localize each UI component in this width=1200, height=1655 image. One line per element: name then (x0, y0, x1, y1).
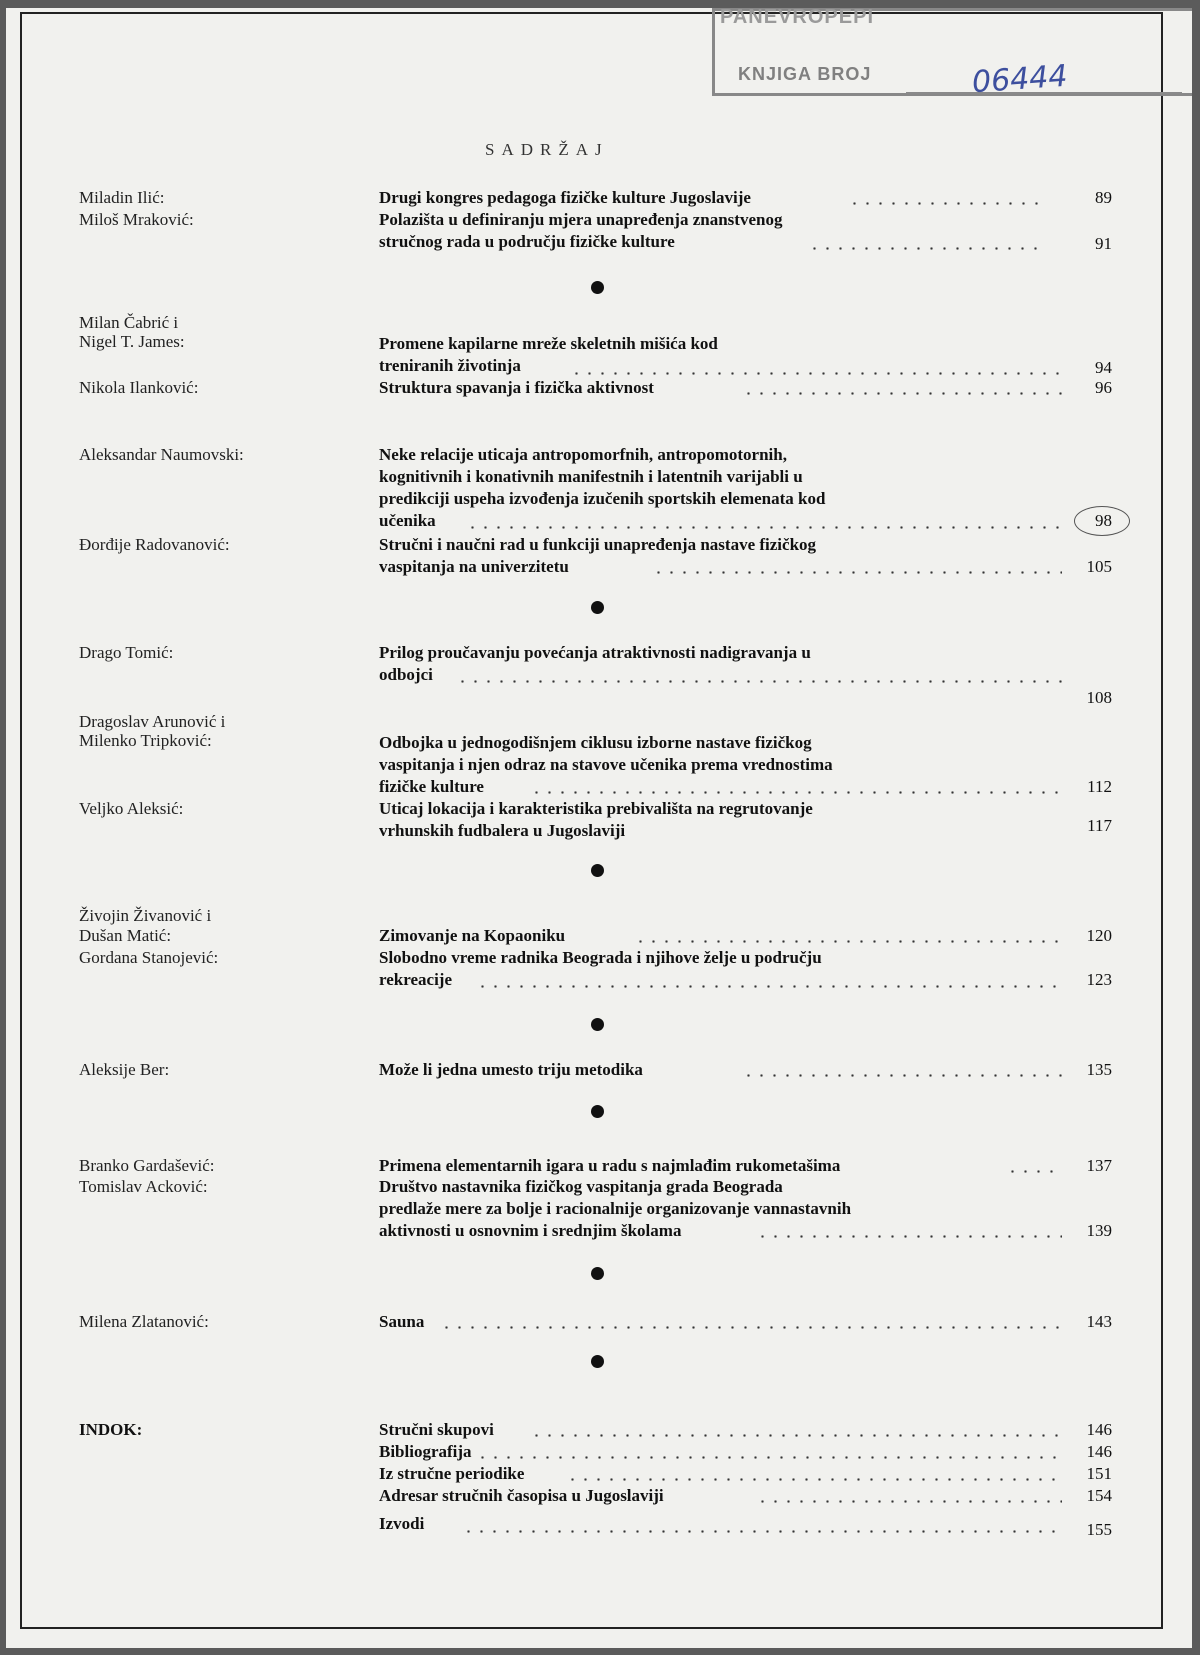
toc-leader (530, 791, 1062, 794)
toc-title-line: Stručni i naučni rad u funkciji unapređenja nastave fizičkog (379, 535, 817, 554)
toc-author: Tomislav Acković: (79, 1177, 208, 1196)
toc-leader (756, 1500, 1062, 1503)
section-separator-bullet (591, 1355, 604, 1368)
toc-leader (466, 526, 1062, 529)
toc-author: Nikola Ilanković: (79, 378, 199, 397)
toc-leader (530, 1434, 1062, 1437)
stamp-label: KNJIGA BROJ (738, 64, 872, 84)
toc-title-line: Primena elementarnih igara u radu s najmlađim rukometašima (379, 1156, 841, 1175)
section-separator-bullet (591, 1018, 604, 1031)
toc-page-number: 151 (1086, 1464, 1112, 1483)
toc-page-number: 137 (1086, 1156, 1112, 1175)
toc-leader (566, 1478, 1062, 1481)
toc-page-number: 146 (1086, 1442, 1112, 1461)
toc-leader (756, 1235, 1062, 1238)
toc-leader (652, 571, 1062, 574)
toc-page-number: 123 (1086, 970, 1112, 989)
toc-title-line: Društvo nastavnika fizičkog vaspitanja grada Beograda (379, 1177, 783, 1196)
toc-title-line: Uticaj lokacija i karakteristika prebivališta na regrutovanje (379, 799, 813, 818)
toc-title-line: učenika (379, 511, 436, 530)
indok-heading: INDOK: (79, 1420, 143, 1439)
toc-title-line: fizičke kulture (379, 777, 484, 796)
toc-title-line: Promene kapilarne mreže skeletnih mišića kod (379, 334, 718, 353)
toc-title-line: Slobodno vreme radnika Beograda i njihove želje u području (379, 948, 822, 967)
toc-title-line: Drugi kongres pedagoga fizičke kulture Jugoslavije (379, 188, 751, 207)
section-separator-bullet (591, 281, 604, 294)
toc-author: Branko Gardašević: (79, 1156, 215, 1175)
toc-title-line: vrhunskih fudbalera u Jugoslaviji (379, 821, 626, 840)
toc-title-line: Prilog proučavanju povećanja atraktivnosti nadigravanja u (379, 643, 811, 662)
section-separator-bullet (591, 1105, 604, 1118)
toc-author: Milan Čabrić i (79, 313, 179, 332)
toc-author: Aleksije Ber: (79, 1060, 170, 1079)
toc-title-line: vaspitanja na univerzitetu (379, 557, 569, 576)
toc-title-line: Može li jedna umesto triju metodika (379, 1060, 643, 1079)
toc-title-line: aktivnosti u osnovnim i srednjim školama (379, 1221, 682, 1240)
section-separator-bullet (591, 1267, 604, 1280)
toc-author: Milena Zlatanović: (79, 1312, 209, 1331)
toc-page-number: 120 (1086, 926, 1112, 945)
toc-title-line: predlaže mere za bolje i racionalnije organizovanje vannastavnih (379, 1199, 852, 1218)
toc-author: Aleksandar Naumovski: (79, 445, 244, 464)
toc-page-number: 91 (1095, 234, 1112, 253)
toc-page-number: 143 (1086, 1312, 1112, 1331)
toc-author: Đorđije Radovanović: (79, 535, 230, 554)
toc-title-line: kognitivnih i konativnih manifestnih i latentnih varijabli u (379, 467, 803, 486)
toc-title-line: rekreacije (379, 970, 452, 989)
toc-page-number: 154 (1086, 1486, 1112, 1505)
toc-leader (476, 985, 1062, 988)
toc-leader (476, 1456, 1062, 1459)
toc-title-line: Odbojka u jednogodišnjem ciklusu izborne nastave fizičkog (379, 733, 812, 752)
toc-leader (456, 680, 1062, 683)
indok-item: Stručni skupovi (379, 1420, 494, 1439)
indok-item: Izvodi (379, 1514, 425, 1533)
indok-item: Adresar stručnih časopisa u Jugoslaviji (379, 1486, 664, 1505)
toc-leader (742, 1074, 1062, 1077)
toc-author: Drago Tomić: (79, 643, 174, 662)
toc-author: Živojin Živanović i (79, 906, 212, 925)
toc-title-line: Struktura spavanja i fizička aktivnost (379, 378, 654, 397)
toc-page-number: 146 (1086, 1420, 1112, 1439)
handwritten-circle-mark (1074, 506, 1130, 536)
toc-leader (462, 1530, 1062, 1533)
toc-page-number: 135 (1086, 1060, 1112, 1079)
stamp-handwritten-number: 06444 (970, 58, 1069, 101)
toc-author: Gordana Stanojević: (79, 948, 219, 967)
indok-item: Iz stručne periodike (379, 1464, 525, 1483)
toc-title-line: treniranih životinja (379, 356, 521, 375)
toc-page-number: 108 (1086, 688, 1112, 707)
toc-title-line: Neke relacije uticaja antropomorfnih, antropomotornih, (379, 445, 787, 464)
toc-title-line: vaspitanja i njen odraz na stavove učenika prema vrednostima (379, 755, 833, 774)
toc-page-number: 139 (1086, 1221, 1112, 1240)
toc-author: Miloš Mraković: (79, 210, 194, 229)
toc-title-line: Sauna (379, 1312, 425, 1331)
toc-title-line: Zimovanje na Kopaoniku (379, 926, 566, 945)
stamp-top-text: PANEVROPEPI (720, 6, 874, 28)
section-separator-bullet (591, 864, 604, 877)
page-title: SADRŽAJ (485, 140, 609, 159)
toc-page-number: 155 (1086, 1520, 1112, 1539)
toc-title-line: odbojci (379, 665, 433, 684)
toc-page-number: 117 (1087, 816, 1112, 835)
toc-author: Milenko Tripković: (79, 731, 212, 750)
toc-leader (808, 247, 1038, 250)
toc-page-number: 96 (1095, 378, 1112, 397)
toc-author: Miladin Ilić: (79, 188, 165, 207)
toc-leader (440, 1326, 1062, 1329)
toc-leader (634, 940, 1062, 943)
toc-page-number: 112 (1087, 777, 1112, 796)
indok-item: Bibliografija (379, 1442, 472, 1461)
toc-author: Veljko Aleksić: (79, 799, 184, 818)
toc-leader (848, 202, 1038, 205)
toc-title-line: stručnog rada u području fizičke kulture (379, 232, 675, 251)
toc-page-number: 105 (1086, 557, 1112, 576)
toc-page-number: 94 (1095, 358, 1112, 377)
toc-title-line: predikciji uspeha izvođenja izučenih sportskih elemenata kod (379, 489, 826, 508)
toc-author: Nigel T. James: (79, 332, 185, 351)
toc-page-number: 89 (1095, 188, 1112, 207)
section-separator-bullet (591, 601, 604, 614)
toc-page-number: 98 (1095, 511, 1112, 530)
toc-title-line: Polazišta u definiranju mjera unapređenja znanstvenog (379, 210, 783, 229)
toc-author: Dušan Matić: (79, 926, 172, 945)
toc-author: Dragoslav Arunović i (79, 712, 226, 731)
toc-leader (742, 392, 1062, 395)
toc-leader (570, 372, 1062, 375)
